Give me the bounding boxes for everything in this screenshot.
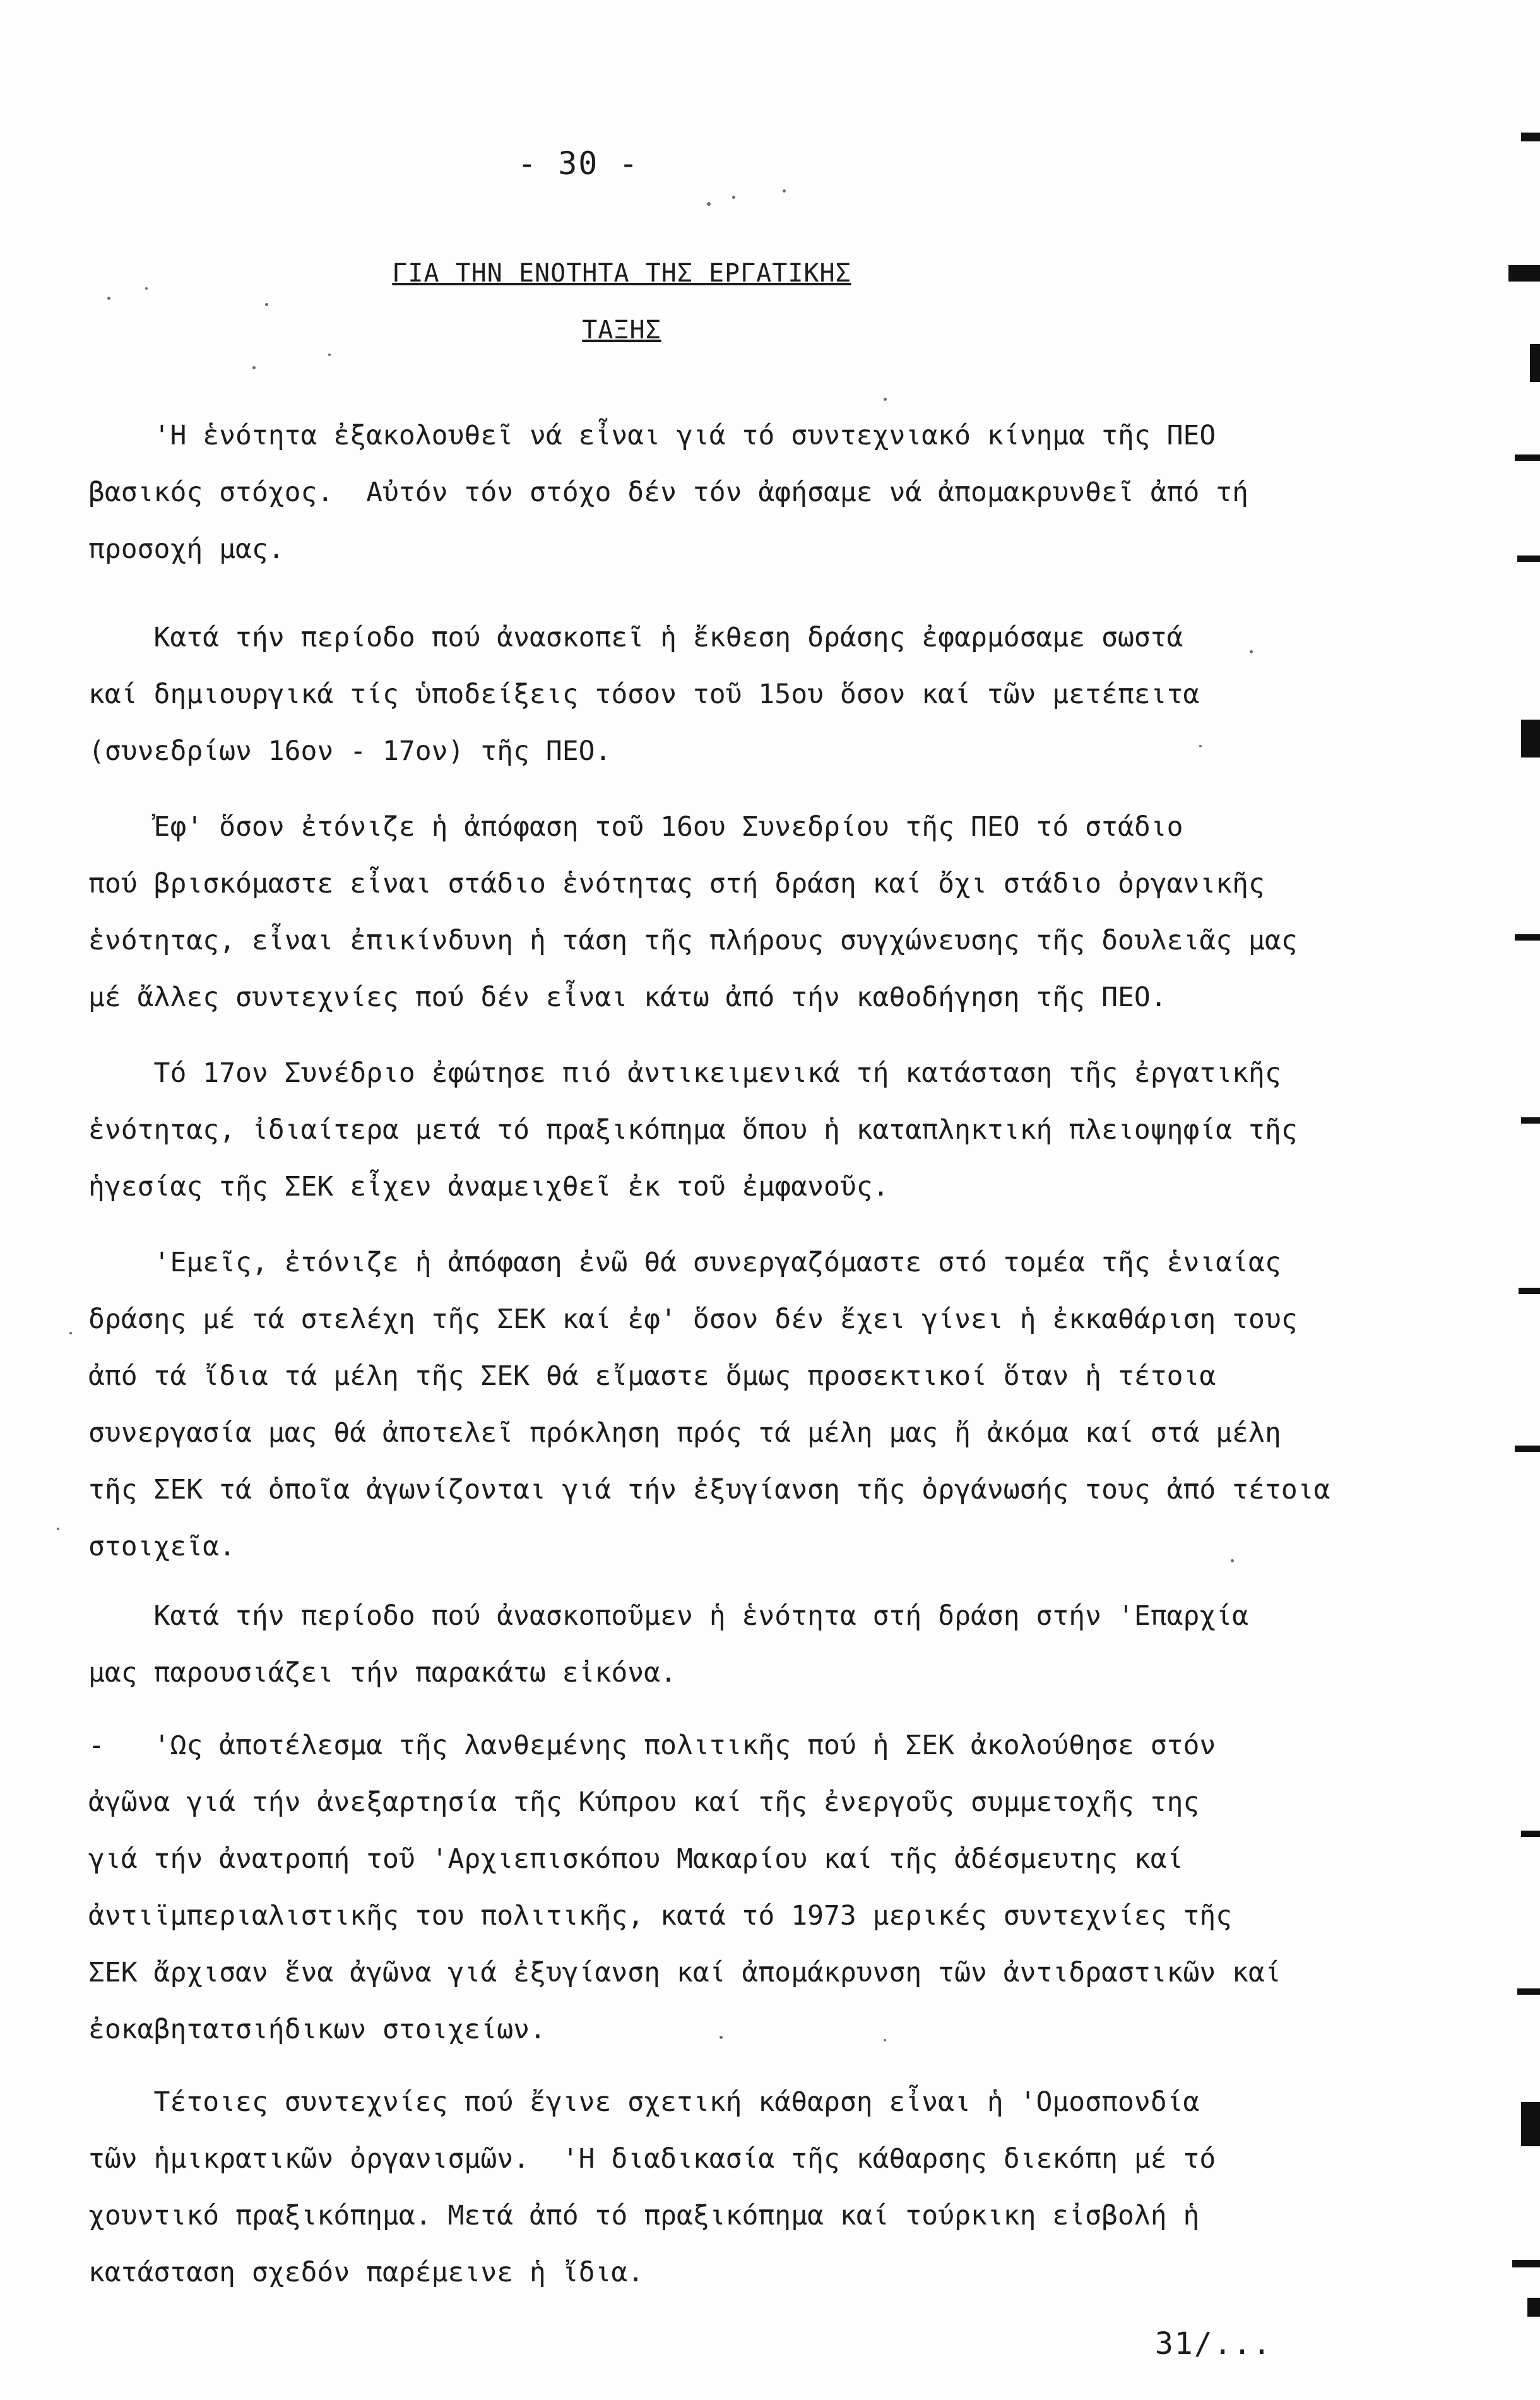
scan-speck [783,189,786,193]
text-line: Τό 17ον Συνέδριο ἐφώτησε πιό ἀντικειμενικά τή κατάσταση τῆς ἐργατικῆς [88,1057,1281,1089]
text-line: Τέτοιες συντεχνίες πού ἔγινε σχετική κάθαρση εἶναι ἡ 'Ομοσπονδία [88,2086,1200,2118]
text-line: 'Η ἑνότητα ἐξακολουθεῖ νά εἶναι γιά τό συντεχνιακό κίνημα τῆς ΠΕΟ [88,420,1216,451]
text-line: Ἐφ' ὅσον ἐτόνιζε ἡ ἀπόφαση τοῦ 16ου Συνεδρίου τῆς ΠΕΟ τό στάδιο [88,811,1183,843]
text-line: ἐοκαβητατσιήδικων στοιχείων. [88,2014,546,2045]
paragraph-6 [88,1588,1250,1701]
document-title-line-1: ΓΙΑ ΤΗΝ ΕΝΟΤΗΤΑ ΤΗΣ ΕΡΓΑΤΙΚΗΣ [392,259,851,288]
edge-mark [1521,720,1540,757]
text-line: συνεργασία μας θά ἀποτελεῖ πρόκληση πρός τά μέλη μας ἤ ἀκόμα καί στά μέλη [88,1417,1281,1449]
page-number: - 30 - [518,145,639,182]
scan-speck [265,303,268,306]
edge-mark [1521,133,1540,141]
scan-speck [328,353,331,356]
edge-mark [1515,934,1540,941]
scan-speck [145,287,148,290]
edge-mark [1527,2298,1540,2317]
edge-mark [1530,344,1540,382]
scan-speck [1231,1559,1234,1562]
paragraph-4 [88,1045,1298,1215]
text-line: γιά τήν ἀνατροπή τοῦ 'Αρχιεπισκόπου Μακαρίου καί τῆς ἀδέσμευτης καί [88,1843,1183,1875]
scan-speck [732,196,735,199]
scan-speck [720,2036,723,2039]
scan-speck [707,202,711,206]
paragraph-2 [88,609,1250,780]
text-line: ἑνότητας, εἶναι ἐπικίνδυνη ἡ τάση τῆς πλήρους συγχώνευσης τῆς δουλειᾶς μας [88,925,1298,956]
edge-mark [1521,1831,1540,1837]
text-line: ἡγεσίας τῆς ΣΕΚ εἶχεν ἀναμειχθεῖ ἐκ τοῦ ἐμφανοῦς. [88,1171,889,1203]
edge-mark [1515,454,1540,461]
text-line: ἀγῶνα γιά τήν ἀνεξαρτησία τῆς Κύπρου καί τῆς ἐνεργοῦς συμμετοχῆς της [88,1786,1200,1818]
text-line: ἑνότητας, ἰδιαίτερα μετά τό πραξικόπημα ὅπου ἡ καταπληκτική πλειοψηφία τῆς [88,1114,1298,1146]
scan-edge [1502,0,1540,2400]
text-line: χουντικό πραξικόπημα. Μετά ἀπό τό πραξικόπημα καί τούρκικη εἰσβολή ἡ [88,2200,1200,2231]
text-line: μέ ἄλλες συντεχνίες πού δέν εἶναι κάτω ἀπό τήν καθοδήγηση τῆς ΠΕΟ. [88,982,1167,1013]
scan-speck [107,297,110,300]
scan-speck [1250,650,1253,653]
paragraph-8 [88,2074,1250,2301]
edge-mark [1521,1117,1540,1124]
text-line: (συνεδρίων 16ον - 17ον) τῆς ΠΕΟ. [88,735,612,767]
edge-mark [1517,1988,1540,1995]
scan-speck [57,1528,59,1530]
text-line: προσοχή μας. [88,533,285,565]
text-line: στοιχεῖα. [88,1531,235,1562]
text-line: κατάσταση σχεδόν παρέμεινε ἡ ἴδια. [88,2257,644,2288]
paragraph-3 [88,799,1298,1026]
text-line: μας παρουσιάζει τήν παρακάτω εἰκόνα. [88,1657,677,1689]
edge-mark [1521,2102,1540,2146]
scan-speck [884,398,887,401]
paragraph-5 [88,1234,1330,1575]
edge-mark [1515,1446,1540,1452]
text-line: Κατά τήν περίοδο πού ἀνασκοπεῖ ἡ ἔκθεση δράσης ἐφαρμόσαμε σωστά [88,622,1183,653]
text-line: τῆς ΣΕΚ τά ὁποῖα ἀγωνίζονται γιά τήν ἐξυγίανση τῆς ὀργάνωσής τους ἀπό τέτοια [88,1474,1330,1506]
text-line: καί δημιουργικά τίς ὑποδείξεις τόσον τοῦ 15ου ὅσον καί τῶν μετέπειτα [88,679,1200,710]
scan-speck [252,366,256,369]
edge-mark [1508,265,1540,282]
continuation-marker: 31/... [1155,2326,1272,2361]
paragraph-1 [88,407,1250,578]
paragraph-7 [88,1717,1281,2058]
scan-speck [884,2039,886,2041]
edge-mark [1519,1288,1540,1294]
edge-mark [1517,555,1540,562]
text-line: δράσης μέ τά στελέχη τῆς ΣΕΚ καί ἐφ' ὅσον δέν ἔχει γίνει ἡ ἐκκαθάριση τους [88,1304,1298,1335]
text-line: Κατά τήν περίοδο πού ἀνασκοποῦμεν ἡ ἑνότητα στή δράση στήν 'Επαρχία [88,1600,1249,1632]
text-line: 'Εμεῖς, ἐτόνιζε ἡ ἀπόφαση ἐνῶ θά συνεργαζόμαστε στό τομέα τῆς ἑνιαίας [88,1247,1281,1278]
edge-mark [1512,2260,1540,2267]
scan-speck [69,1332,72,1334]
text-line: τῶν ἡμικρατικῶν ὀργανισμῶν. 'Η διαδικασία τῆς κάθαρσης διεκόπη μέ τό [88,2143,1216,2175]
document-title-line-2: ΤΑΞΗΣ [582,316,661,345]
text-line: ἀπό τά ἴδια τά μέλη τῆς ΣΕΚ θά εἴμαστε ὅμως προσεκτικοί ὅταν ἡ τέτοια [88,1360,1216,1392]
text-line: πού βρισκόμαστε εἶναι στάδιο ἑνότητας στή δράση καί ὄχι στάδιο ὀργανικῆς [88,868,1265,900]
text-line: ἀντιϊμπεριαλιστικῆς του πολιτικῆς, κατά τό 1973 μερικές συντεχνίες τῆς [88,1900,1233,1932]
scan-speck [1199,745,1202,747]
text-line: ΣΕΚ ἄρχισαν ἕνα ἀγῶνα γιά ἐξυγίανση καί ἀπομάκρυνση τῶν ἀντιδραστικῶν καί [88,1957,1281,1988]
text-line: βασικός στόχος. Αὐτόν τόν στόχο δέν τόν ἀφήσαμε νά ἀπομακρυνθεῖ ἀπό τή [88,477,1249,508]
text-line: - 'Ως ἀποτέλεσμα τῆς λανθεμένης πολιτικῆς πού ἡ ΣΕΚ ἀκολούθησε στόν [88,1730,1216,1761]
